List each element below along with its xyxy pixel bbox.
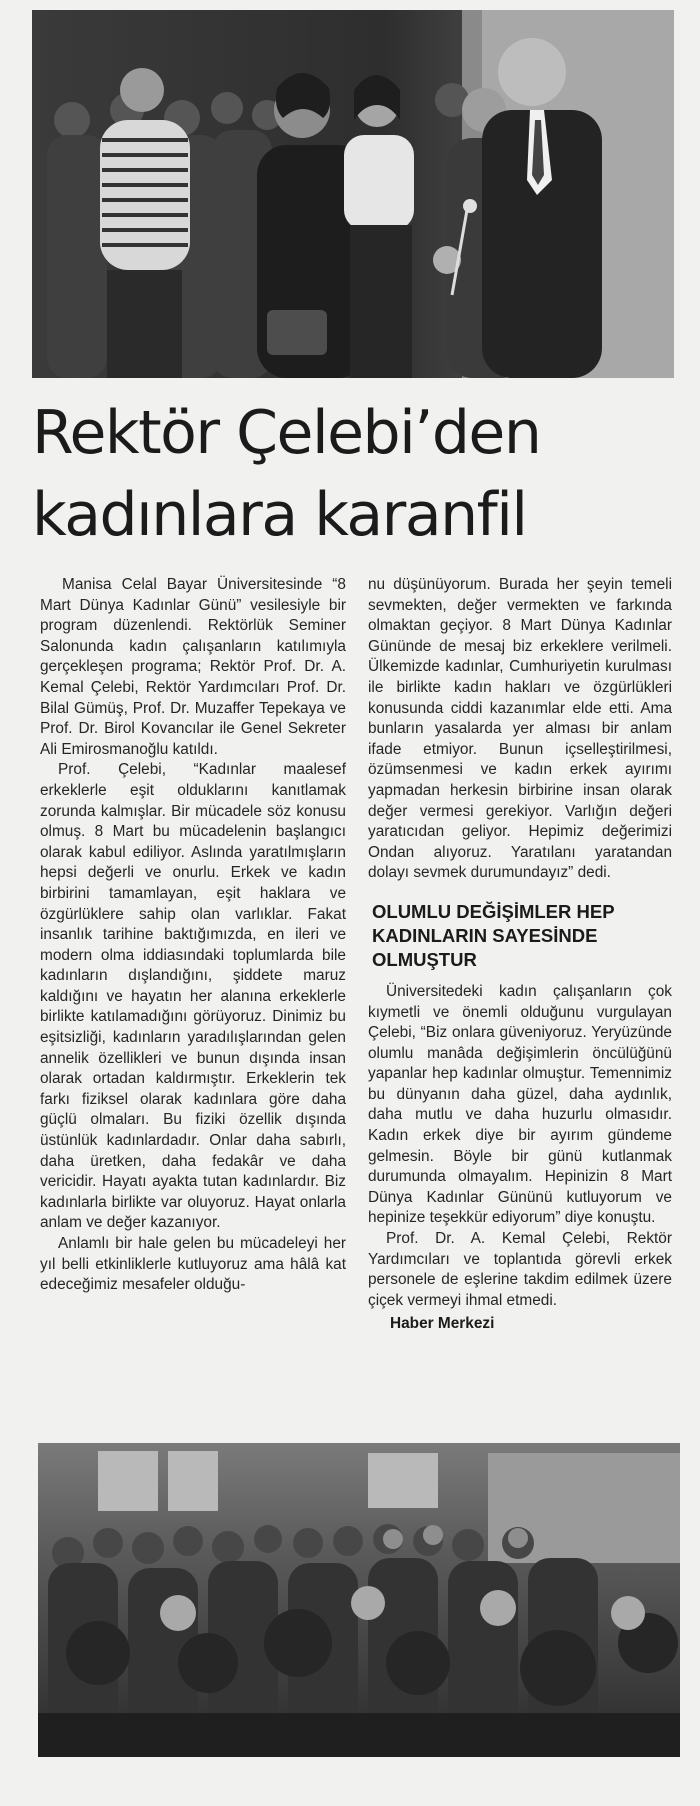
article-subheading: OLUMLU DEĞİŞİMLER HEP KADINLARIN SAYESİNDE OLMUŞTUR (372, 900, 615, 970)
paragraph-quote: Prof. Çelebi, “Kadınlar maalesef erkeklerle eşit olduklarını kanıtlamak zorunda kalmışlar. Bir mücadele söz konusu olmuş. 8 Mart bu mücadelenin başlangıcı olarak kabul ediliyor. Aslında yaratılmışların hepsi değerli ve onurlu. Erkek ve kadın birbirini tamamlayan, eşit haklara ve özgürlüklere sahip olan varlıklar. Fakat insanlık tarihine baktığımızda, en ileri ve modern olma iddiasındaki toplumlarda bile kadınların dışlandığını, şiddete maruz kaldığını ve hayatın her alanına erkeklerle birlikte katılamadığını görüyoruz. Dinimiz bu eşitsizliği, kadınların yaradılışlarından gelen annelik özellikleri ve bunun dışında insan olarak ortadan kaldırmıştır. Erkeklerin tek farkı fiziksel olarak kadınlara göre daha güçlü olmaları. Bu fiziki özellik dışında üstünlük kadınlardadır. Onlar daha sabırlı, daha üretken, daha fedakâr ve daha vericidir. Hayatı ayakta tutan kadınlardır. Biz kadınlarla birlikte var oluyoruz. Hayat onlarla anlam ve değer kazanıyor. (40, 761, 346, 1232)
paragraph-women-employees: Üniversitedeki kadın çalışanların çok kıymetli ve önemli olduğunu vurgulayan Çelebi, “Biz onlara güveniyoruz. Yeryüzünde olumlu manâda değişimlerin öncülüğünü yapanlar hep kadınlar olmuştur. Temennimiz bu dünyanın daha güzel, daha aydınlık, daha mutlu ve daha huzurlu olmasıdır. Kadın erkek diye bir ayırım gündeme gelmesin. Böyle bir günü kutlanmak durumunda olmayalım. Hepinizin 8 Mart Dünya Kadınlar Gününü kutluyorum ve hepinize teşekkür ediyorum” diye konuştu. (368, 982, 672, 1227)
paragraph-continued: nu düşünüyorum. Burada her şeyin temeli sevmekten, değer vermekten ve farkında olmaktan geçiyor. 8 Mart Dünya Kadınlar Gününde de mesaj biz erkeklere verilmeli. Ülkemizde kadınlar, Cumhuriyetin kurulması ile birlikte kadın hakları ve özgürlükleri konusunda ciddi kazanımlar elde etti. Ama bunların yasalarda yer alması bir anlam ifade etmiyor. Bunun içselleştirilmesi, özümsenmesi ve kadın erkek ayırımı yapmadan herkesin birbirine insan olarak değer vermesi gerekiyor. Varlığın değeri yaratıcıdan geliyor. Hepimiz değerimizi Ondan alıyoruz. Yaratılanı yaratandan dolayı sevmek durumundayız” dedi. (368, 576, 672, 882)
photo-rector-handshake-image (32, 10, 674, 378)
headline-line-1: Rektör Çelebi’den (32, 398, 541, 468)
article-headline (32, 392, 674, 556)
article-column-left (40, 575, 346, 1296)
paragraph-flowers: Prof. Dr. A. Kemal Çelebi, Rektör Yardımcıları ve toplantıda görevli erkek personele de eşlerine takdim edilmek üzere çiçek vermeyi ihmal etmedi. (368, 1230, 672, 1309)
article-column-right (368, 575, 672, 1335)
paragraph-struggle: Anlamlı bir hale gelen bu mücadeleyi her yıl belli etkinliklerle kutluyoruz ama hâlâ kat edeceğimiz mesafeler olduğu- (40, 1235, 346, 1294)
photo-seminar-crowd-image (38, 1443, 680, 1757)
photo-seminar-crowd (38, 1443, 680, 1757)
paragraph-intro: Manisa Celal Bayar Üniversitesinde “8 Mart Dünya Kadınlar Günü” vesilesiyle bir program düzenlendi. Rektörlük Seminer Salonunda kadın çalışanların katılımıyla gerçekleşen programa; Rektör Prof. Dr. A. Kemal Çelebi, Rektör Yardımcıları Prof. Dr. Bilal Gümüş, Prof. Dr. Muzaffer Tepekaya ve Prof. Dr. Birol Kovancılar ile Genel Sekreter Ali Emirosmanoğlu katıldı. (40, 576, 346, 758)
headline-line-2: kadınlara karanfil (32, 480, 527, 550)
photo-rector-handshake (32, 10, 674, 378)
byline: Haber Merkezi (390, 1315, 495, 1333)
